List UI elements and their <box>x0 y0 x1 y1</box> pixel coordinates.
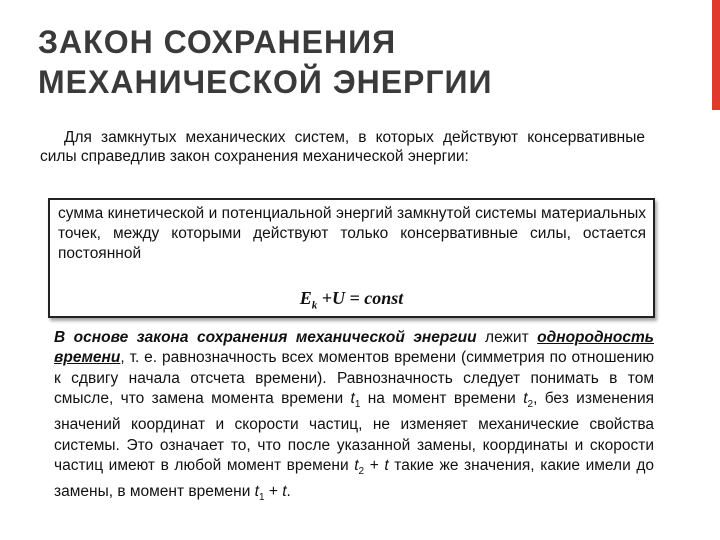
sub-1: 1 <box>258 492 265 504</box>
title-line-1: ЗАКОН СОХРАНЕНИЯ <box>38 24 397 60</box>
formula-sub-k: k <box>311 299 318 312</box>
var-t: t <box>354 456 359 474</box>
body-emphasis-law: В основе закона сохранения механической энергии <box>54 329 477 346</box>
sub-2: 2 <box>527 398 534 410</box>
formula-e: E <box>299 288 312 308</box>
law-statement: сумма кинетической и потенциальной энергий замкнутой системы материальных точек, между которыми действуют только консервативные силы, остается постоянной <box>58 205 646 262</box>
law-box <box>48 198 655 318</box>
body-text-segment: + <box>364 456 385 474</box>
body-text-segment: , т. е. равнозначность всех моментов времени (симметрия по отношению к сдвигу начала отсчета времени). Равнозначность следует понимать в том смысле, что замена момента времени <box>54 349 654 407</box>
slide-title <box>38 22 678 102</box>
title-line-2: МЕХАНИЧЕСКОЙ ЭНЕРГИИ <box>38 64 493 100</box>
var-t: t <box>282 483 287 501</box>
body-text-segment: + <box>264 483 283 501</box>
body-emphasis-homogeneity: однородность времени <box>54 329 654 367</box>
intro-paragraph: Для замкнутых механических систем, в которых действуют консервативные силы справедлив закон сохранения механической энергии: <box>40 129 645 165</box>
sub-1: 1 <box>354 398 361 410</box>
var-t: t <box>350 389 355 407</box>
accent-bar <box>712 0 720 110</box>
var-t: t <box>254 483 259 501</box>
var-t: t <box>384 456 389 474</box>
energy-formula <box>50 288 653 312</box>
sub-2: 2 <box>358 465 365 477</box>
var-t: t <box>523 389 528 407</box>
body-text-segment: на момент времени <box>360 389 524 407</box>
body-text-segment: такие же значения, какие имели до замены, в момент времени <box>54 456 654 501</box>
body-paragraph <box>54 328 654 509</box>
body-text-segment: лежит <box>476 329 538 346</box>
body-text-segment: . <box>286 483 291 501</box>
formula-rest: +U = const <box>317 288 404 308</box>
body-text-segment: , без изменения значений координат и скорости частиц, не изменяет механические свойства системы. Это означает то, что после указанной замены, координаты и скорости частиц имеют в любой момент времени <box>54 389 655 474</box>
